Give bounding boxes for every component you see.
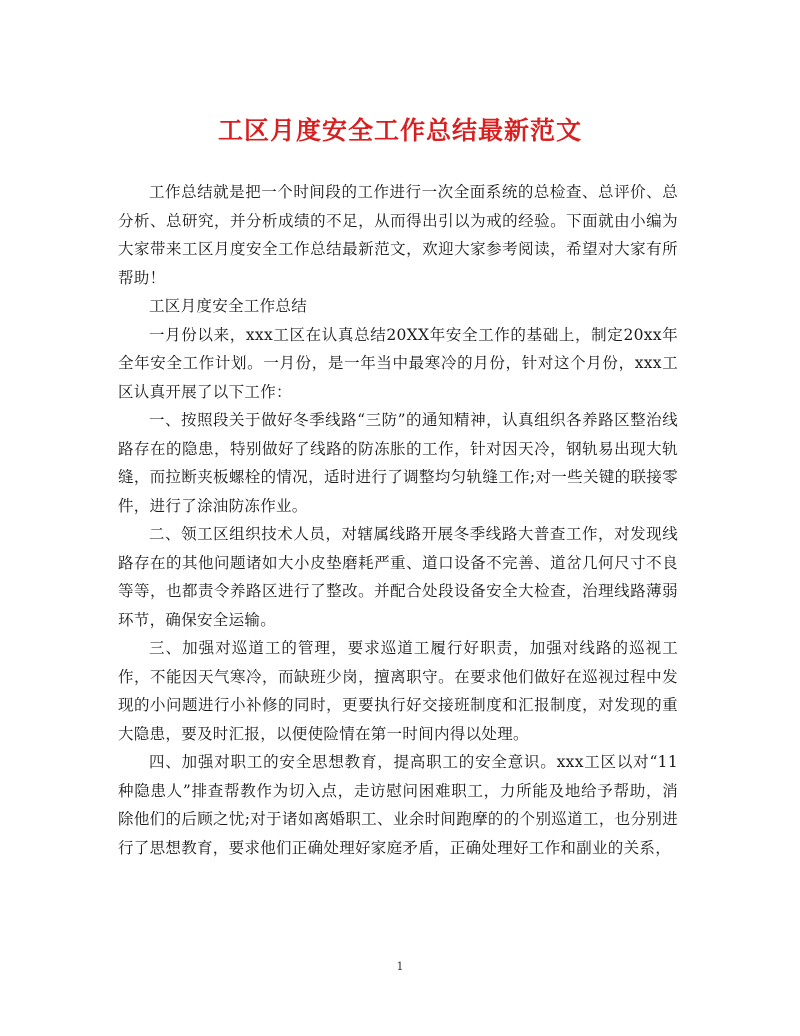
paragraph-overview: 一月份以来，xxx工区在认真总结20XX年安全工作的基础上，制定20xx年全年安全工作计划。一月份，是一年当中最寒冷的月份，针对这个月份，xxx工区认真开展了以下工作： xyxy=(118,325,678,401)
paragraph-item-2: 二、领工区组织技术人员，对辖属线路开展冬季线路大普查工作，对发现线路存在的其他问题诸如大小皮垫磨耗严重、道口设备不完善、道岔几何尺寸不良等等，也都责令养路区进行了整改。并配合处段设备安全大检查，治理线路薄弱环节，确保安全运输。 xyxy=(118,525,678,629)
document-body xyxy=(118,178,678,862)
paragraph-intro: 工作总结就是把一个时间段的工作进行一次全面系统的总检查、总评价、总分析、总研究，并分析成绩的不足，从而得出引以为戒的经验。下面就由小编为大家带来工区月度安全工作总结最新范文，欢迎大家参考阅读，希望对大家有所帮助！ xyxy=(118,183,678,287)
paragraph-item-3: 三、加强对巡道工的管理，要求巡道工履行好职责，加强对线路的巡视工作，不能因天气寒冷，而缺班少岗，擅离职守。在要求他们做好在巡视过程中发现的小问题进行小补修的同时，更要执行好交接班制度和汇报制度，对发现的重大隐患，要及时汇报，以便使险情在第一时间内得以处理。 xyxy=(118,639,678,743)
paragraph-heading: 工区月度安全工作总结 xyxy=(149,297,308,315)
paragraph-item-4: 四、加强对职工的安全思想教育，提高职工的安全意识。xxx工区以对“11种隐患人”排查帮教作为切入点，走访慰问困难职工，力所能及地给予帮助，消除他们的后顾之忧;对于诸如离婚职工、业余时间跑摩的的个别巡道工，也分别进行了思想教育，要求他们正确处理好家庭矛盾，正确处理好工作和副业的关系， xyxy=(118,753,678,857)
page-number: 1 xyxy=(396,960,404,973)
paragraph-item-1: 一、按照段关于做好冬季线路“三防”的通知精神，认真组织各养路区整治线路存在的隐患，特别做好了线路的防冻胀的工作，针对因天冷，钢轨易出现大轨缝，而拉断夹板螺栓的情况，适时进行了调整均匀轨缝工作;对一些关键的联接零件，进行了涂油防冻作业。 xyxy=(118,411,678,515)
document-title: 工区月度安全工作总结最新范文 xyxy=(217,116,582,145)
